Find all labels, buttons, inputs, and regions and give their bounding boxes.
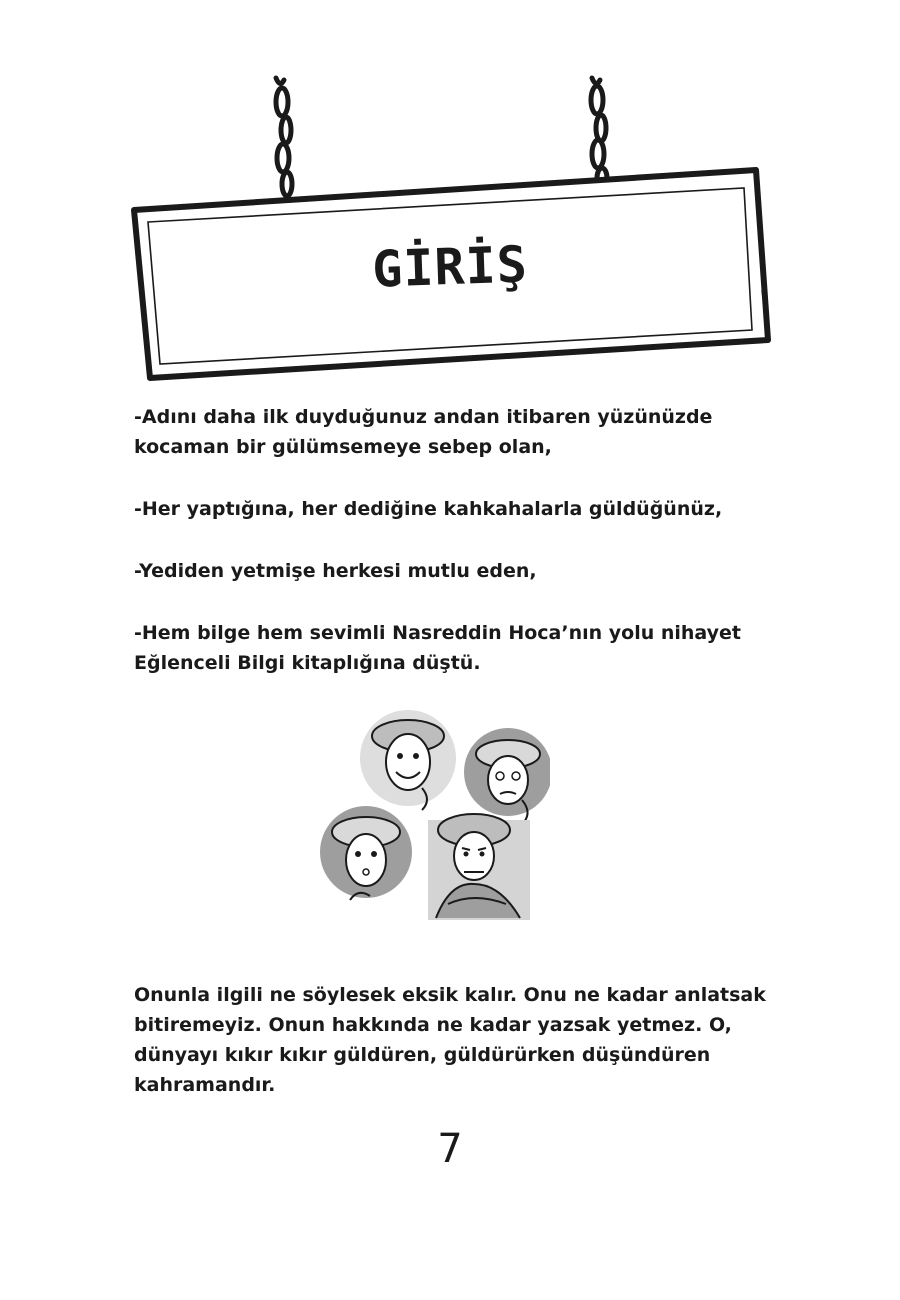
intro-paragraph-4: -Hem bilge hem sevimli Nasreddin Hoca’nın yolu nihayet Eğlenceli Bilgi kitaplığına düştü. (134, 622, 741, 674)
intro-paragraph-3: -Yediden yetmişe herkesi mutlu eden, (134, 560, 537, 582)
intro-paragraph-1: -Adını daha ilk duyduğunuz andan itibaren yüzünüzde kocaman bir gülümsemeye sebep olan, (134, 406, 713, 458)
sign-frame-drawing (0, 0, 900, 400)
laughing-face-icon (360, 710, 456, 810)
nasreddin-hoca-faces-illustration (310, 700, 550, 940)
thinking-face-icon (320, 806, 412, 900)
closing-section (134, 980, 774, 1096)
page-number: 7 (437, 1126, 463, 1172)
intro-paragraph-2: -Her yaptığına, her dediğine kahkahalarla güldüğünüz, (134, 498, 723, 520)
left-chain-icon (276, 78, 294, 215)
hanging-sign (0, 0, 900, 400)
worried-face-icon (464, 728, 550, 822)
intro-section (134, 402, 774, 702)
closing-paragraph: Onunla ilgili ne söylesek eksik kalır. Onu ne kadar anlatsak bitiremeyiz. Onun hakkında ne kadar yazsak yetmez. O, dünyayı kıkır kıkır güldüren, güldürürken düşündüren kahramandır. (134, 984, 766, 1096)
chapter-title: GİRİŞ (371, 235, 529, 299)
arms-crossed-face-icon (428, 814, 530, 920)
